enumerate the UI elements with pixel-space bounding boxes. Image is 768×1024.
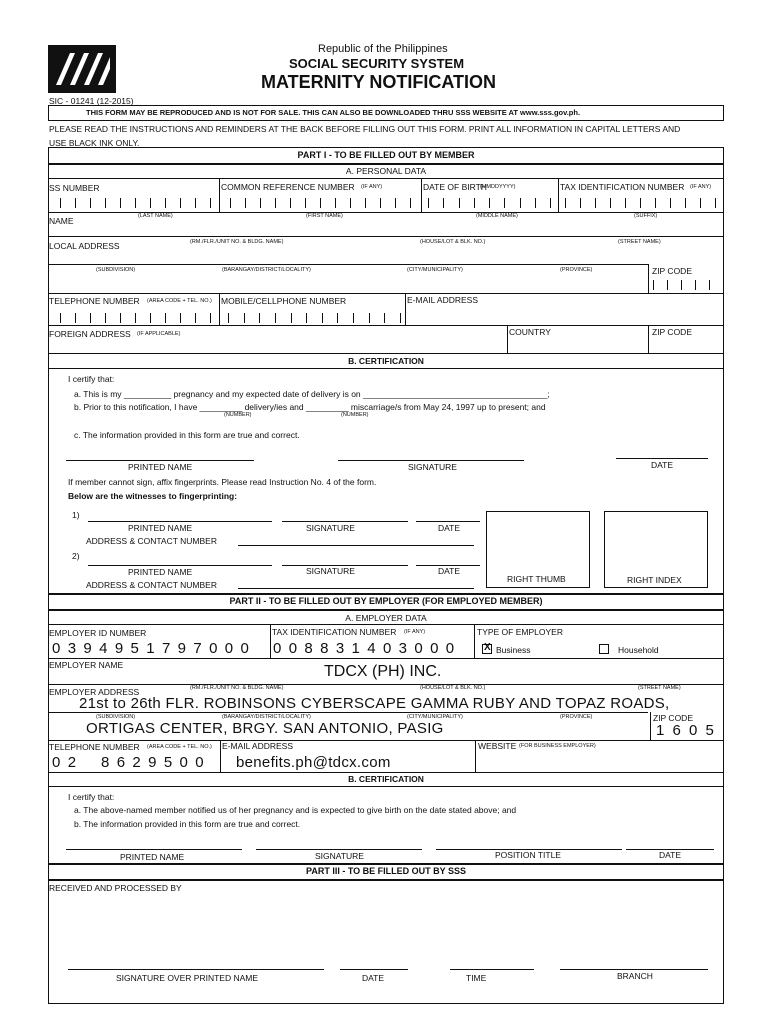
digit-box-tick — [290, 198, 291, 208]
digit-box-tick — [306, 313, 307, 323]
digit-box-tick — [245, 198, 246, 208]
ss-number-boxes[interactable] — [60, 198, 210, 208]
member-printed-name-label: PRINTED NAME — [128, 462, 193, 472]
number-note-1: (NUMBER) — [224, 412, 252, 418]
digit-box-tick — [210, 198, 211, 208]
barangay-label: (BARANGAY/DISTRICT/LOCALITY) — [222, 267, 311, 273]
digit-box-tick — [105, 313, 106, 323]
digit-box-tick — [337, 313, 338, 323]
dob-label: DATE OF BIRTH — [423, 182, 487, 192]
number-note-2: (NUMBER) — [341, 412, 369, 418]
digit-box-tick — [428, 198, 429, 208]
employer-zip-value[interactable]: 1 6 0 5 — [656, 722, 716, 739]
digit-box-tick — [150, 198, 151, 208]
employer-printed-name: PRINTED NAME — [120, 852, 185, 862]
digit-box-tick — [260, 198, 261, 208]
witness1-number: 1) — [72, 510, 80, 520]
digit-box-tick — [695, 280, 696, 290]
digit-box-tick — [90, 198, 91, 208]
digit-box-tick — [667, 280, 668, 290]
digit-box-tick — [90, 313, 91, 323]
last-name-label: (LAST NAME) — [138, 213, 173, 219]
digit-box-tick — [259, 313, 260, 323]
digit-box-tick — [275, 313, 276, 323]
employer-type-label: TYPE OF EMPLOYER — [477, 627, 563, 637]
digit-box-tick — [443, 198, 444, 208]
street-label: (STREET NAME) — [618, 239, 661, 245]
witness2-date: DATE — [438, 566, 461, 576]
zip2-label: ZIP CODE — [652, 327, 692, 337]
digit-box-tick — [670, 198, 671, 208]
form-code: SIC - 01241 (12-2015) — [49, 96, 134, 106]
website-label: WEBSITE — [478, 741, 517, 751]
sss-branch-label: BRANCH — [617, 971, 653, 981]
digit-box-tick — [275, 198, 276, 208]
country-label: COUNTRY — [509, 327, 551, 337]
zip-label: ZIP CODE — [652, 266, 692, 276]
crn-label: COMMON REFERENCE NUMBER — [221, 182, 355, 192]
witness1-date: DATE — [438, 523, 461, 533]
employer-email-value[interactable]: benefits.ph@tdcx.com — [236, 754, 391, 771]
digit-box-tick — [565, 198, 566, 208]
witness2-number: 2) — [72, 551, 80, 561]
digit-box-tick — [380, 198, 381, 208]
part1-title: PART I - TO BE FILLED OUT BY MEMBER — [297, 150, 475, 160]
digit-box-tick — [322, 313, 323, 323]
digit-box-tick — [489, 198, 490, 208]
agency-name: SOCIAL SECURITY SYSTEM — [289, 56, 465, 71]
employer-telephone-note: (AREA CODE + TEL. NO.) — [147, 744, 212, 750]
tin-note: (IF ANY) — [690, 184, 712, 190]
digit-box-tick — [120, 313, 121, 323]
province-label: (PROVINCE) — [560, 267, 593, 273]
middle-name-label: (MIDDLE NAME) — [476, 213, 518, 219]
digit-box-tick — [410, 198, 411, 208]
suffix-label: (SUFFIX) — [634, 213, 658, 219]
dob-boxes[interactable] — [428, 198, 550, 208]
republic-label: Republic of the Philippines — [318, 43, 448, 55]
digit-box-tick — [150, 313, 151, 323]
cert-a-line: a. This is my __________ pregnancy and my expected date of delivery is on _______________________________________; — [74, 389, 550, 399]
zip-boxes[interactable] — [653, 280, 709, 290]
digit-box-tick — [230, 198, 231, 208]
digit-box-tick — [60, 198, 61, 208]
member-signature-label: SIGNATURE — [408, 462, 457, 472]
form-title: MATERNITY NOTIFICATION — [261, 72, 496, 92]
digit-box-tick — [474, 198, 475, 208]
digit-box-tick — [709, 280, 710, 290]
witness1-address: ADDRESS & CONTACT NUMBER — [86, 536, 217, 546]
sss-time-label: TIME — [466, 973, 487, 983]
digit-box-tick — [165, 198, 166, 208]
digit-box-tick — [320, 198, 321, 208]
digit-box-tick — [291, 313, 292, 323]
employer-signature: SIGNATURE — [315, 851, 364, 861]
employer-name-value[interactable]: TDCX (PH) INC. — [324, 663, 442, 680]
employer-tin-value[interactable]: 0 0 8 8 3 1 4 0 3 0 0 0 — [273, 640, 456, 657]
received-label: RECEIVED AND PROCESSED BY — [49, 883, 182, 893]
fingerprint-note: If member cannot sign, affix fingerprints. Please read Instruction No. 4 of the form. — [68, 477, 377, 487]
digit-box-tick — [384, 313, 385, 323]
digit-box-tick — [305, 198, 306, 208]
employer-data-heading: A. EMPLOYER DATA — [345, 613, 427, 623]
right-index-label: RIGHT INDEX — [627, 575, 682, 585]
digit-box-tick — [60, 313, 61, 323]
employer-rm-flr-label: (RM./FLR./UNIT NO. & BLDG. NAME) — [190, 685, 284, 691]
digit-box-tick — [228, 313, 229, 323]
instructions-line1: PLEASE READ THE INSTRUCTIONS AND REMINDERS AT THE BACK BEFORE FILLING OUT THIS FORM. PRINT ALL INFORMATION IN CAPITAL LETTERS AND — [49, 124, 681, 134]
digit-box-tick — [369, 313, 370, 323]
employer-zip-label: ZIP CODE — [653, 713, 693, 723]
digit-box-tick — [715, 198, 716, 208]
house-lot-label: (HOUSE/LOT & BLK. NO.) — [420, 239, 486, 245]
digit-box-tick — [520, 198, 521, 208]
website-note: (FOR BUSINESS EMPLOYER) — [519, 743, 596, 749]
witness2-printed-name: PRINTED NAME — [128, 567, 193, 577]
member-date-label: DATE — [651, 460, 674, 470]
digit-box-tick — [180, 313, 181, 323]
employer-house-lot-label: (HOUSE/LOT & BLK. NO.) — [420, 685, 486, 691]
subdivision-label: (SUBDIVISION) — [96, 267, 136, 273]
employer-certification-heading: B. CERTIFICATION — [348, 774, 424, 784]
name-label: NAME — [49, 216, 74, 226]
mobile-label: MOBILE/CELLPHONE NUMBER — [221, 296, 347, 306]
email-label: E-MAIL ADDRESS — [407, 295, 479, 305]
employer-tin-note: (IF ANY) — [404, 629, 426, 635]
instructions-line2: USE BLACK INK ONLY. — [49, 138, 140, 148]
digit-box-tick — [195, 313, 196, 323]
employer-address-line1[interactable]: 21st to 26th FLR. ROBINSONS CYBERSCAPE GAMMA RUBY AND TOPAZ ROADS, — [79, 695, 670, 712]
digit-box-tick — [365, 198, 366, 208]
employer-certify-label: I certify that: — [68, 792, 115, 802]
part3-title: PART III - TO BE FILLED OUT BY SSS — [305, 866, 466, 876]
digit-box-tick — [700, 198, 701, 208]
foreign-address-note: (IF APPLICABLE) — [137, 331, 181, 337]
digit-box-tick — [244, 313, 245, 323]
household-checkbox[interactable] — [599, 644, 609, 654]
digit-box-tick — [655, 198, 656, 208]
employer-id-label: EMPLOYER ID NUMBER — [49, 628, 147, 638]
digit-box-tick — [653, 280, 654, 290]
sss-logo-icon — [48, 45, 116, 93]
employer-telephone-area[interactable]: 0 2 — [52, 754, 78, 771]
witness1-printed-name: PRINTED NAME — [128, 523, 193, 533]
digit-box-tick — [625, 198, 626, 208]
employer-address-line2[interactable]: ORTIGAS CENTER, BRGY. SAN ANTONIO, PASIG — [86, 720, 444, 737]
digit-box-tick — [105, 198, 106, 208]
witness1-signature: SIGNATURE — [306, 523, 355, 533]
part2-title: PART II - TO BE FILLED OUT BY EMPLOYER (FOR EMPLOYED MEMBER) — [229, 596, 543, 606]
mobile-boxes[interactable] — [228, 313, 400, 323]
digit-box-tick — [595, 198, 596, 208]
first-name-label: (FIRST NAME) — [306, 213, 343, 219]
employer-date: DATE — [659, 850, 682, 860]
sss-signature-label: SIGNATURE OVER PRINTED NAME — [116, 973, 258, 983]
digit-box-tick — [210, 313, 211, 323]
digit-box-tick — [180, 198, 181, 208]
digit-box-tick — [681, 280, 682, 290]
employer-email-label: E-MAIL ADDRESS — [222, 741, 294, 751]
telephone-note: (AREA CODE + TEL. NO.) — [147, 298, 212, 304]
digit-box-tick — [504, 198, 505, 208]
cert-c-line: c. The information provided in this form are true and correct. — [74, 430, 300, 440]
employer-city-label: (CITY/MUNICIPALITY) — [407, 714, 463, 720]
local-address-label: LOCAL ADDRESS — [49, 241, 120, 251]
digit-box-tick — [135, 198, 136, 208]
digit-box-tick — [75, 198, 76, 208]
notice-text: THIS FORM MAY BE REPRODUCED AND IS NOT FOR SALE. THIS CAN ALSO BE DOWNLOADED THRU SSS WEBSITE AT www.sss.gov.ph. — [86, 108, 581, 117]
employer-name-label: EMPLOYER NAME — [49, 660, 124, 670]
employer-cert-a: a. The above-named member notified us of her pregnancy and is expected to give birth on the date stated above; and — [74, 805, 517, 815]
sss-date-label: DATE — [362, 973, 385, 983]
digit-box-tick — [535, 198, 536, 208]
witness2-signature: SIGNATURE — [306, 566, 355, 576]
dob-note: (MMDDYYYY) — [480, 184, 516, 190]
digit-box-tick — [580, 198, 581, 208]
digit-box-tick — [400, 313, 401, 323]
business-check-mark: X — [484, 642, 491, 653]
tin-boxes[interactable] — [565, 198, 715, 208]
employer-position: POSITION TITLE — [495, 850, 561, 860]
tin-label: TAX IDENTIFICATION NUMBER — [560, 182, 685, 192]
employer-telephone-value[interactable]: 8 6 2 9 5 0 0 — [101, 754, 206, 771]
digit-box-tick — [395, 198, 396, 208]
witness2-address: ADDRESS & CONTACT NUMBER — [86, 580, 217, 590]
digit-box-tick — [353, 313, 354, 323]
employer-province-label: (PROVINCE) — [560, 714, 593, 720]
digit-box-tick — [165, 313, 166, 323]
digit-box-tick — [350, 198, 351, 208]
digit-box-tick — [685, 198, 686, 208]
employer-cert-b: b. The information provided in this form are true and correct. — [74, 819, 301, 829]
digit-box-tick — [610, 198, 611, 208]
witness-title: Below are the witnesses to fingerprinting: — [68, 491, 238, 501]
digit-box-tick — [120, 198, 121, 208]
employer-id-value[interactable]: 0 3 9 4 9 5 1 7 9 7 0 0 0 — [52, 640, 251, 657]
ss-number-label: SS NUMBER — [49, 183, 100, 193]
sss-logo — [48, 45, 116, 93]
employer-tin-label: TAX IDENTIFICATION NUMBER — [272, 627, 397, 637]
business-label: Business — [496, 645, 531, 655]
employer-telephone-label: TELEPHONE NUMBER — [49, 742, 140, 752]
right-thumb-label: RIGHT THUMB — [507, 574, 566, 584]
digit-box-tick — [75, 313, 76, 323]
telephone-boxes[interactable] — [60, 313, 210, 323]
digit-box-tick — [640, 198, 641, 208]
household-label: Household — [618, 645, 659, 655]
employer-street-label: (STREET NAME) — [638, 685, 681, 691]
foreign-address-label: FOREIGN ADDRESS — [49, 329, 131, 339]
rm-flr-label: (RM./FLR./UNIT NO. & BLDG. NAME) — [190, 239, 284, 245]
telephone-label: TELEPHONE NUMBER — [49, 296, 140, 306]
digit-box-tick — [459, 198, 460, 208]
employer-subdivision-label: (SUBDIVISION) — [96, 714, 136, 720]
crn-boxes[interactable] — [230, 198, 410, 208]
certify-label: I certify that: — [68, 374, 115, 384]
city-label: (CITY/MUNICIPALITY) — [407, 267, 463, 273]
digit-box-tick — [550, 198, 551, 208]
digit-box-tick — [335, 198, 336, 208]
digit-box-tick — [135, 313, 136, 323]
digit-box-tick — [195, 198, 196, 208]
crn-note: (IF ANY) — [361, 184, 383, 190]
personal-data-heading: A. PERSONAL DATA — [345, 166, 427, 176]
employer-barangay-label: (BARANGAY/DISTRICT/LOCALITY) — [222, 714, 311, 720]
employer-address-label: EMPLOYER ADDRESS — [49, 687, 140, 697]
cert-b-line: b. Prior to this notification, I have _________ delivery/ies and _________ miscarriage/s from May 24, 1997 up to present; and — [74, 402, 546, 412]
certification-heading: B. CERTIFICATION — [348, 356, 424, 366]
